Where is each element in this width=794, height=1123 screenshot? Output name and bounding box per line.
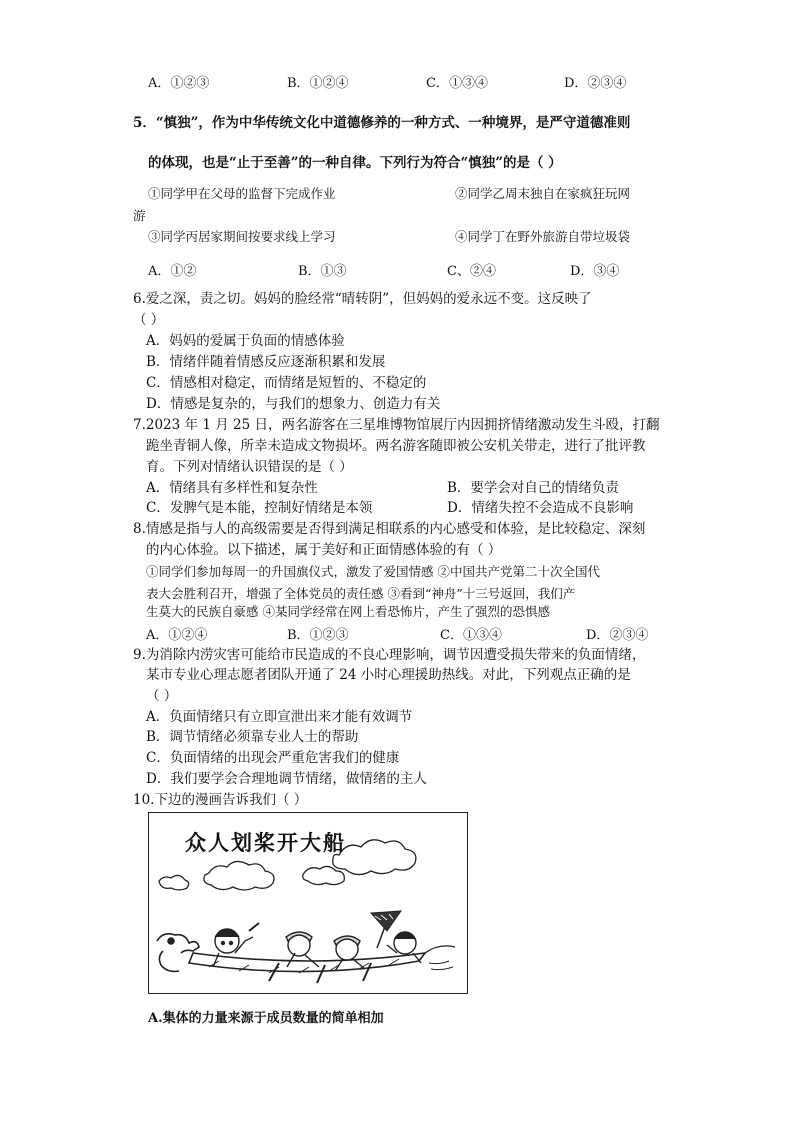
q8-option-c: C．①③④ bbox=[440, 628, 502, 643]
q7-option-b: B．要学会对自己的情绪负责 bbox=[447, 480, 619, 496]
q8-item-line1: ①同学们参加每周一的升国旗仪式，激发了爱国情感 ②中国共产党第二十次全国代 bbox=[146, 564, 600, 579]
q10-option-a: A.集体的力量来源于成员数量的简单相加 bbox=[148, 1011, 384, 1026]
q9-option-c: C．负面情绪的出现会严重危害我们的健康 bbox=[146, 750, 400, 766]
q7-option-d: D．情绪失控不会造成不良影响 bbox=[447, 500, 634, 516]
q8-option-a: A．①②④ bbox=[146, 628, 208, 643]
q9-option-d: D．我们要学会合理地调节情绪，做情绪的主人 bbox=[146, 771, 427, 787]
q4-option-b: B．①②④ bbox=[287, 76, 349, 91]
q6-option-d: D．情感是复杂的，与我们的想象力、创造力有关 bbox=[146, 396, 441, 412]
q4-option-a: A．①②③ bbox=[148, 76, 210, 91]
q9-stem-line3: （ ） bbox=[146, 688, 178, 704]
q5-item-1: ①同学甲在父母的监督下完成作业 bbox=[148, 186, 336, 201]
q6-option-c: C．情感相对稳定，而情绪是短暂的、不稳定的 bbox=[146, 375, 427, 391]
comic-illustration bbox=[148, 812, 468, 994]
q9-option-a: A．负面情绪只有立即宣泄出来才能有效调节 bbox=[146, 709, 413, 725]
q5-option-c: C、②④ bbox=[447, 264, 496, 279]
rowers-icon bbox=[213, 923, 421, 983]
q9-stem-line2: 某市专业心理志愿者团队开通了 24 小时心理援助热线。对此，下列观点正确的是 bbox=[146, 667, 631, 683]
q10-stem: 10.下边的漫画告诉我们（ ） bbox=[133, 792, 308, 808]
q4-option-c: C．①③④ bbox=[426, 76, 488, 91]
q8-option-d: D．②③④ bbox=[586, 628, 649, 643]
q7-option-a: A．情绪具有多样性和复杂性 bbox=[146, 480, 318, 496]
q5-item-2: ②同学乙周末独自在家疯狂玩网 bbox=[455, 186, 631, 201]
q5-item-4: ④同学丁在野外旅游自带垃圾袋 bbox=[455, 229, 631, 244]
q6-option-a: A．妈妈的爱属于负面的情感体验 bbox=[146, 333, 345, 349]
q5-stem-line2: 的体现，也是“止于至善”的一种自律。下列行为符合“慎独”的是（ ） bbox=[148, 155, 562, 171]
q5-item-3: ③同学丙居家期间按要求线上学习 bbox=[148, 229, 336, 244]
q7-stem-line2: 跪坐青铜人像，所幸未造成文物损坏。两名游客随即被公安机关带走，进行了批评教 bbox=[146, 438, 646, 454]
q7-stem-line3: 育。下列对情绪认识错误的是（ ） bbox=[146, 459, 353, 475]
q5-option-d: D．③④ bbox=[570, 264, 620, 279]
q5-stem-line1: 5．“慎独”，作为中华传统文化中道德修养的一种方式、一种境界，是严守道德准则 bbox=[133, 115, 631, 131]
q6-stem-line2: （ ） bbox=[133, 312, 165, 328]
q8-stem-line2: 的内心体验。以下描述，属于美好和正面情感体验的有（ ） bbox=[146, 542, 502, 558]
q5-item-2-wrap: 游 bbox=[133, 208, 146, 223]
q6-option-b: B．情绪伴随着情感反应逐渐积累和发展 bbox=[146, 354, 386, 370]
q5-option-a: A．①② bbox=[148, 264, 197, 279]
q8-option-b: B．①②③ bbox=[287, 628, 349, 643]
q4-option-d: D．②③④ bbox=[564, 76, 627, 91]
q7-stem-line1: 7.2023 年 1 月 25 日，两名游客在三星堆博物馆展厅内因拥挤情绪激动发生斗殴，打翻 bbox=[133, 417, 660, 433]
q9-stem-line1: 9.为消除内涝灾害可能给市民造成的不良心理影响，调节因遭受损失带来的负面情绪， bbox=[133, 647, 646, 663]
q8-item-line3: 生莫大的民族自豪感 ④某同学经常在网上看恐怖片，产生了强烈的恐惧感 bbox=[146, 604, 550, 619]
q5-option-b: B．①③ bbox=[298, 264, 347, 279]
q6-stem-line1: 6.爱之深，责之切。妈妈的脸经常“晴转阴”，但妈妈的爱永远不变。这反映了 bbox=[133, 291, 592, 307]
q8-item-line2: 表大会胜利召开，增强了全体党员的责任感 ③看到“神舟”十三号返回，我们产 bbox=[146, 586, 576, 601]
comic-title: 众人划桨开大船 bbox=[185, 831, 346, 855]
q9-option-b: B．调节情绪必须靠专业人士的帮助 bbox=[146, 729, 359, 745]
q7-option-c: C．发脾气是本能，控制好情绪是本领 bbox=[146, 500, 373, 516]
q8-stem-line1: 8.情感是指与人的高级需要是否得到满足相联系的内心感受和体验，是比较稳定、深刻 bbox=[133, 521, 646, 537]
